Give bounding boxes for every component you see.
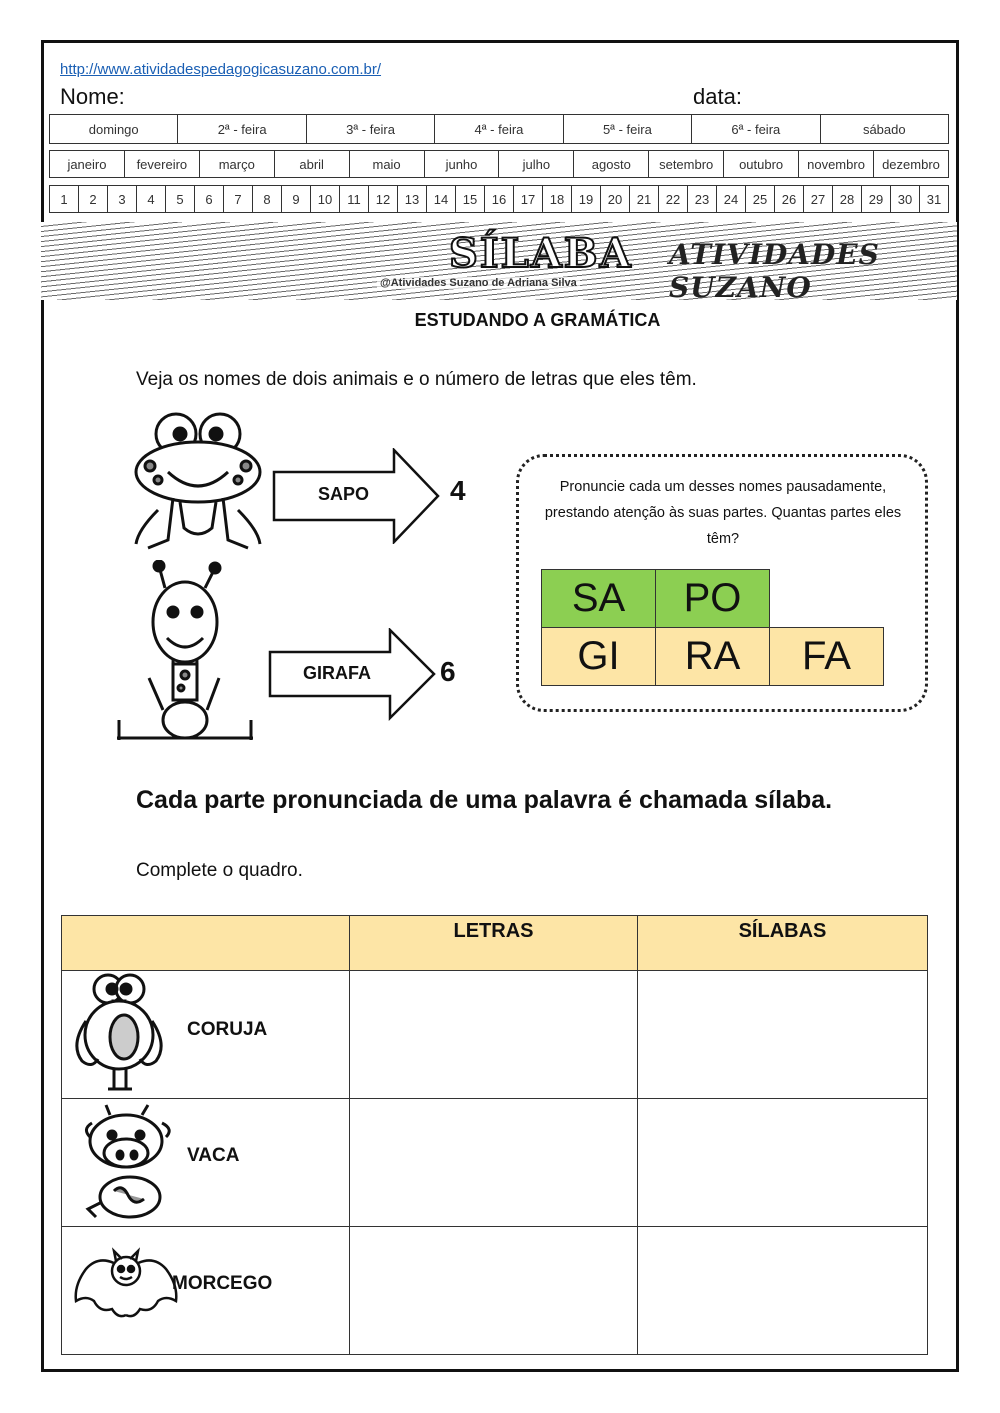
month-cell: agosto bbox=[574, 151, 649, 178]
weekday-cell: domingo bbox=[50, 115, 178, 144]
month-cell: fevereiro bbox=[124, 151, 199, 178]
intro-text: Veja os nomes de dois animais e o número de letras que eles têm. bbox=[136, 369, 697, 390]
empty-cell bbox=[770, 570, 884, 628]
weekday-cell: 4ª - feira bbox=[435, 115, 563, 144]
day-cell: 17 bbox=[514, 186, 543, 213]
syllable-cell: FA bbox=[770, 628, 884, 686]
weekday-cell: 3ª - feira bbox=[306, 115, 434, 144]
day-cell: 24 bbox=[717, 186, 746, 213]
banner-author: @Atividades Suzano de Adriana Silva bbox=[377, 277, 580, 289]
date-label: data: bbox=[693, 84, 742, 109]
day-cell: 1 bbox=[50, 186, 79, 213]
animal-cell bbox=[62, 1227, 350, 1355]
day-cell: 25 bbox=[746, 186, 775, 213]
callout-text: Pronuncie cada um desses nomes pausadamente, prestando atenção às suas partes. Quantas partes eles têm? bbox=[544, 479, 902, 547]
day-cell: 11 bbox=[340, 186, 369, 213]
syllable-cell: PO bbox=[656, 570, 770, 628]
day-cell: 30 bbox=[891, 186, 920, 213]
letters-answer-cell[interactable] bbox=[350, 1099, 638, 1227]
instruction-text: Complete o quadro. bbox=[136, 860, 303, 881]
definition-text: Cada parte pronunciada de uma palavra é chamada sílaba. bbox=[136, 786, 833, 814]
month-cell: dezembro bbox=[873, 151, 948, 178]
day-cell: 10 bbox=[311, 186, 340, 213]
letters-answer-cell[interactable] bbox=[350, 971, 638, 1099]
day-cell: 21 bbox=[630, 186, 659, 213]
day-cell: 2 bbox=[79, 186, 108, 213]
month-cell: abril bbox=[274, 151, 349, 178]
day-cell: 14 bbox=[427, 186, 456, 213]
banner-brand-logo: ATIVIDADES SUZANO bbox=[669, 238, 880, 300]
month-cell: junho bbox=[424, 151, 499, 178]
example-word-girafa: GIRAFA bbox=[303, 663, 372, 683]
table-header-silabas: SÍLABAS bbox=[638, 916, 928, 971]
answer-table bbox=[61, 915, 928, 1355]
table-row bbox=[62, 1227, 928, 1355]
day-cell: 29 bbox=[862, 186, 891, 213]
syllable-cell: RA bbox=[656, 628, 770, 686]
day-cell: 7 bbox=[224, 186, 253, 213]
day-cell: 22 bbox=[659, 186, 688, 213]
day-cell: 5 bbox=[166, 186, 195, 213]
day-cell: 31 bbox=[920, 186, 949, 213]
weekday-cell: 5ª - feira bbox=[563, 115, 691, 144]
day-cell: 28 bbox=[833, 186, 862, 213]
day-cell: 19 bbox=[572, 186, 601, 213]
weekday-row bbox=[49, 114, 949, 144]
day-cell: 20 bbox=[601, 186, 630, 213]
month-cell: julho bbox=[499, 151, 574, 178]
title-banner bbox=[41, 222, 957, 300]
animal-name-coruja: CORUJA bbox=[187, 1019, 268, 1040]
banner-title: SÍLABA bbox=[449, 230, 633, 277]
table-header bbox=[62, 916, 350, 971]
giraffe-icon bbox=[115, 560, 255, 742]
table-row bbox=[62, 1099, 928, 1227]
weekday-cell: 6ª - feira bbox=[692, 115, 820, 144]
day-cell: 3 bbox=[108, 186, 137, 213]
bat-icon bbox=[72, 1241, 180, 1333]
syllables-answer-cell[interactable] bbox=[638, 971, 928, 1099]
animal-cell bbox=[62, 1099, 350, 1227]
syllables-answer-cell[interactable] bbox=[638, 1099, 928, 1227]
day-cell: 18 bbox=[543, 186, 572, 213]
weekday-cell: sábado bbox=[820, 115, 948, 144]
day-row bbox=[49, 185, 949, 213]
month-cell: janeiro bbox=[50, 151, 125, 178]
weekday-cell: 2ª - feira bbox=[178, 115, 306, 144]
month-cell: novembro bbox=[799, 151, 874, 178]
letter-count-girafa: 6 bbox=[440, 656, 456, 687]
month-cell: maio bbox=[349, 151, 424, 178]
day-cell: 15 bbox=[456, 186, 485, 213]
day-cell: 23 bbox=[688, 186, 717, 213]
animal-name-morcego: MORCEGO bbox=[172, 1273, 273, 1294]
cow-icon bbox=[82, 1103, 182, 1223]
table-row bbox=[62, 971, 928, 1099]
section-title: ESTUDANDO A GRAMÁTICA bbox=[414, 310, 661, 330]
day-cell: 6 bbox=[195, 186, 224, 213]
day-cell: 8 bbox=[253, 186, 282, 213]
letters-answer-cell[interactable] bbox=[350, 1227, 638, 1355]
syllable-cell: SA bbox=[542, 570, 656, 628]
name-label: Nome: bbox=[60, 84, 125, 109]
month-cell: março bbox=[199, 151, 274, 178]
syllable-table bbox=[541, 569, 884, 686]
day-cell: 4 bbox=[137, 186, 166, 213]
day-cell: 26 bbox=[775, 186, 804, 213]
table-header-letras: LETRAS bbox=[350, 916, 638, 971]
month-row bbox=[49, 150, 949, 178]
day-cell: 27 bbox=[804, 186, 833, 213]
website-link[interactable]: http://www.atividadespedagogicasuzano.com.br/ bbox=[60, 61, 382, 78]
day-cell: 9 bbox=[282, 186, 311, 213]
letter-count-sapo: 4 bbox=[450, 475, 466, 506]
owl-icon bbox=[68, 965, 178, 1095]
month-cell: setembro bbox=[649, 151, 724, 178]
syllables-answer-cell[interactable] bbox=[638, 1227, 928, 1355]
animal-name-vaca: VACA bbox=[187, 1145, 240, 1166]
syllable-cell: GI bbox=[542, 628, 656, 686]
animal-cell bbox=[62, 971, 350, 1099]
day-cell: 16 bbox=[485, 186, 514, 213]
month-cell: outubro bbox=[724, 151, 799, 178]
day-cell: 12 bbox=[369, 186, 398, 213]
frog-icon bbox=[128, 410, 268, 555]
day-cell: 13 bbox=[398, 186, 427, 213]
example-word-sapo: SAPO bbox=[318, 484, 370, 504]
